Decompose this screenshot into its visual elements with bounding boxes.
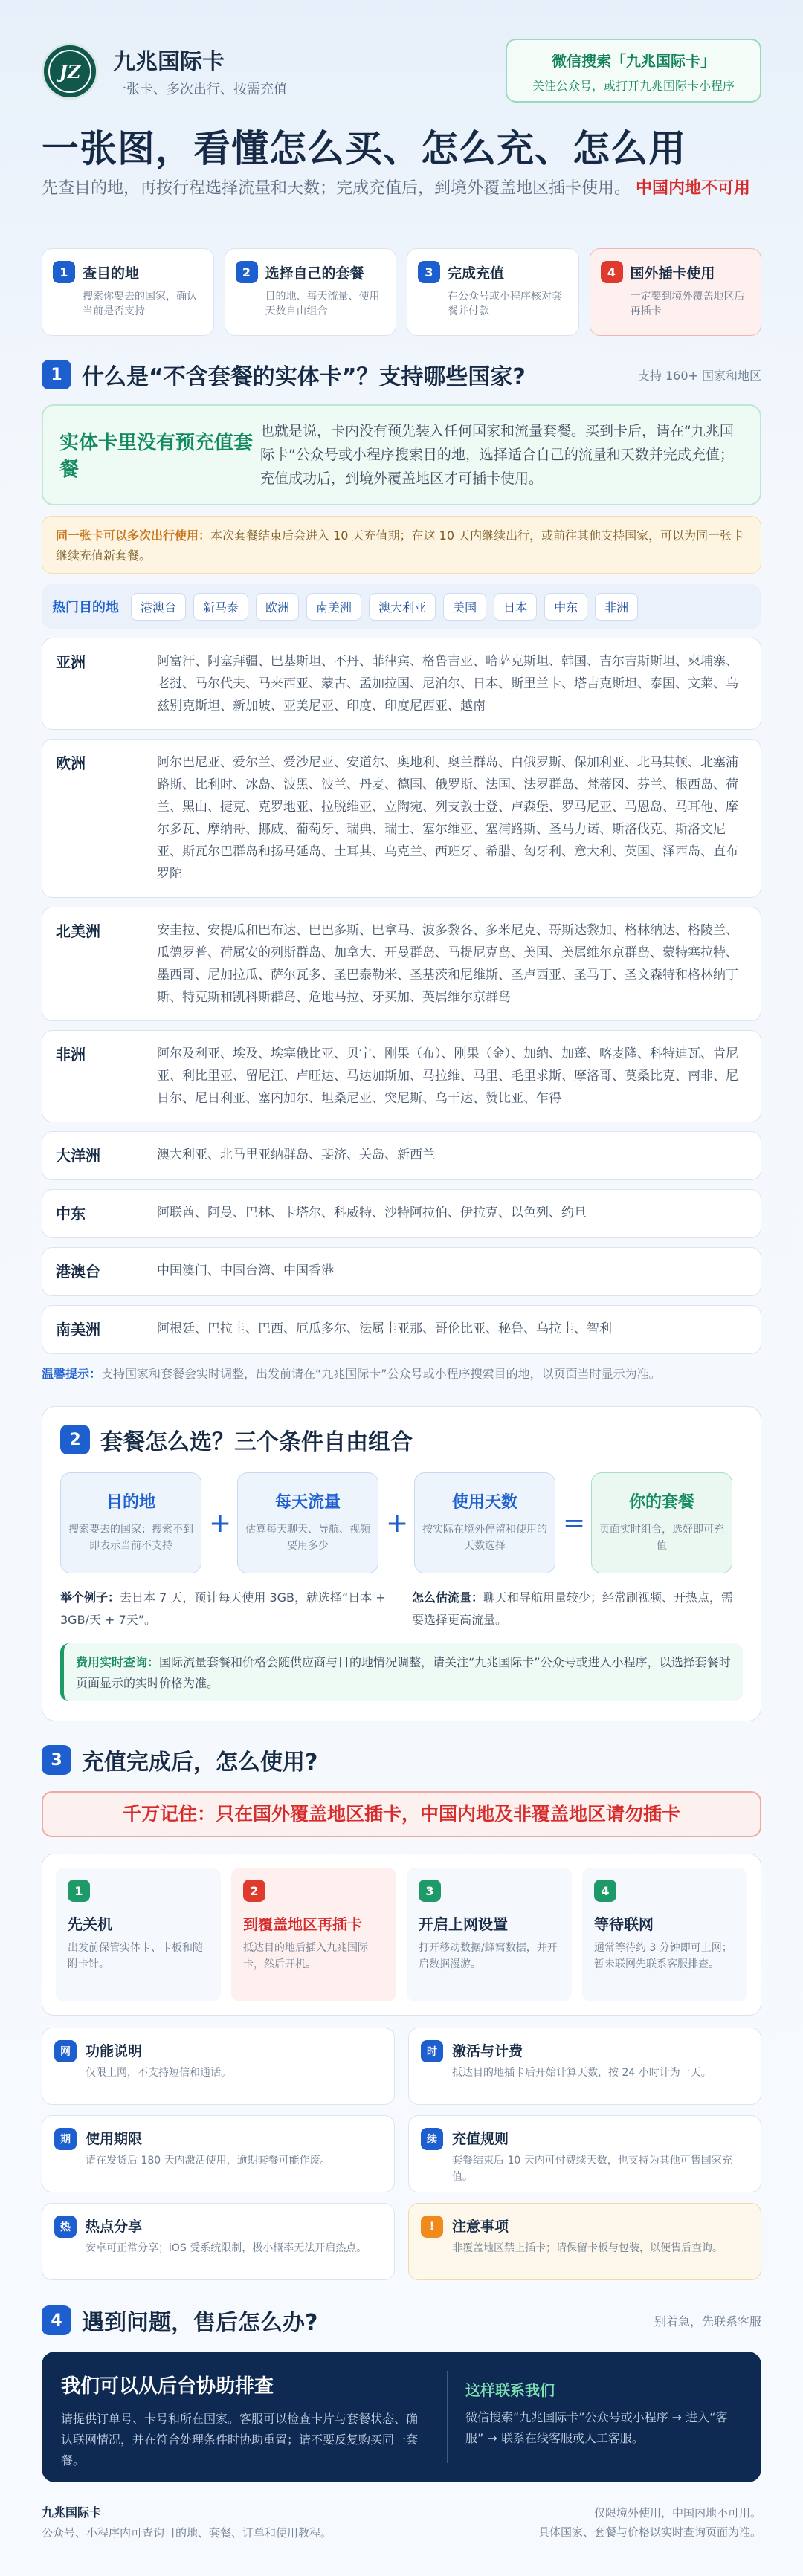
info-grid bbox=[42, 2028, 761, 2280]
usage-step-title: 等待联网 bbox=[594, 1915, 654, 1933]
info-card bbox=[408, 2028, 761, 2105]
usage-step-desc: 通常等待约 3 分钟即可上网；暂未联网先联系客服排查。 bbox=[594, 1942, 732, 1970]
region-name: 大洋洲 bbox=[56, 1147, 100, 1165]
usage-step-highlight bbox=[231, 1868, 396, 2001]
info-desc: 抵达目的地插卡后开始计算天数，按 24 小时计为一天。 bbox=[452, 2067, 712, 2079]
info-card bbox=[42, 2115, 395, 2192]
estimate-note bbox=[412, 1587, 743, 1631]
estimate-text: 聊天和导航用量较少；经常刷视频、开热点，需要选择更高流量。 bbox=[412, 1590, 734, 1627]
intro-title: 实体卡里没有预充值套餐 bbox=[59, 432, 254, 481]
region-countries: 阿富汗、阿塞拜疆、巴基斯坦、不丹、菲律宾、格鲁吉亚、哈萨克斯坦、韩国、吉尔吉斯斯坦、柬埔寨、老挝、马尔代夫、马来西亚、蒙古、孟加拉国、尼泊尔、日本、斯里兰卡、塔吉克斯坦、泰国、文莱、乌兹别克斯坦、新加坡、亚美尼亚、印度、印度尼西亚、越南 bbox=[157, 654, 738, 713]
wechat-search-title: 微信搜索「九兆国际卡」 bbox=[552, 52, 715, 70]
info-title: 激活与计费 bbox=[452, 2043, 523, 2059]
formula-box-daily-data bbox=[237, 1472, 378, 1573]
region-name: 亚洲 bbox=[56, 653, 86, 671]
overview-step bbox=[225, 248, 397, 336]
tip-label: 温馨提示： bbox=[42, 1367, 102, 1381]
plan-formula bbox=[60, 1472, 743, 1573]
section-side-note: 别着急，先联系客服 bbox=[654, 2314, 761, 2329]
destination-chip[interactable]: 南美洲 bbox=[306, 593, 361, 621]
destination-chip[interactable]: 欧洲 bbox=[256, 593, 299, 621]
insert-warning-banner: 千万记住：只在国外覆盖地区插卡，中国内地及非覆盖地区请勿插卡 bbox=[42, 1791, 761, 1837]
wechat-search-subtitle: 关注公众号，或打开九兆国际卡小程序 bbox=[532, 79, 735, 93]
price-text: 国际流量套餐和价格会随供应商与目的地情况调整，请关注“九兆国际卡”公众号或进入小程序，以选择套餐时页面显示的实时价格为准。 bbox=[76, 1655, 731, 1690]
step-number: 2 bbox=[236, 261, 258, 283]
step-title: 选择自己的套餐 bbox=[265, 265, 364, 282]
brand-logo bbox=[42, 43, 98, 100]
destination-chip[interactable]: 澳大利亚 bbox=[369, 593, 436, 621]
region-row bbox=[42, 1131, 761, 1180]
brand-name: 九兆国际卡 bbox=[113, 49, 225, 75]
section-title: 充值完成后，怎么使用? bbox=[82, 1750, 318, 1776]
overview-step bbox=[407, 248, 579, 336]
step-desc: 一定要到境外覆盖地区后再插卡 bbox=[630, 291, 745, 317]
wechat-search-box[interactable] bbox=[506, 39, 761, 103]
note-text: 本次套餐结束后会进入 10 天充值期；在这 10 天内继续出行，或前往其他支持国家，可以为同一张卡继续充值新套餐。 bbox=[56, 528, 744, 563]
footer bbox=[42, 2503, 761, 2542]
step-title: 查目的地 bbox=[83, 265, 140, 282]
step-number: 2 bbox=[243, 1880, 265, 1902]
overview-step bbox=[42, 248, 214, 336]
region-countries: 阿尔及利亚、埃及、埃塞俄比亚、贝宁、刚果（布）、刚果（金）、加纳、加蓬、喀麦隆、科特迪瓦、肯尼亚、利比里亚、留尼汪、卢旺达、马达加斯加、马拉维、马里、毛里求斯、摩洛哥、莫桑比克、南非、尼日尔、尼日利亚、塞内加尔、坦桑尼亚、突尼斯、乌干达、赞比亚、乍得 bbox=[157, 1046, 738, 1106]
usage-steps bbox=[42, 1854, 761, 2016]
info-icon: 热 bbox=[54, 2216, 77, 2238]
usage-step bbox=[56, 1868, 221, 2001]
price-label: 费用实时查询： bbox=[76, 1655, 160, 1669]
formula-box-days bbox=[414, 1472, 555, 1573]
formula-box-title: 目的地 bbox=[106, 1493, 155, 1512]
example-text: 去日本 7 天，预计每天使用 3GB，就选择“日本 + 3GB/天 + 7天”。 bbox=[60, 1590, 386, 1627]
contact-title: 这样联系我们 bbox=[465, 2381, 555, 2399]
destination-chip[interactable]: 日本 bbox=[494, 593, 537, 621]
destination-chip[interactable]: 非洲 bbox=[595, 593, 638, 621]
step-number: 3 bbox=[419, 1880, 441, 1902]
section-number: 4 bbox=[42, 2305, 71, 2335]
info-desc: 请在发货后 180 天内激活使用，逾期套餐可能作废。 bbox=[86, 2155, 331, 2166]
info-desc: 仅限上网，不支持短信和通话。 bbox=[86, 2067, 231, 2079]
section-support bbox=[42, 2304, 761, 2482]
page-title: 一张图，看懂怎么买、怎么充、怎么用 bbox=[42, 127, 686, 170]
logo-mark: JZ bbox=[48, 50, 91, 93]
info-icon: 期 bbox=[54, 2128, 77, 2150]
support-title: 我们可以从后台协助排查 bbox=[61, 2375, 274, 2398]
support-desc: 请提供订单号、卡号和所在国家。客服可以检查卡片与套餐状态、确认联网情况，并在符合处理条件时协助重置；请不要反复购买同一套餐。 bbox=[61, 2412, 419, 2467]
region-countries: 安圭拉、安提瓜和巴布达、巴巴多斯、巴拿马、波多黎各、多米尼克、哥斯达黎加、格林纳达、格陵兰、瓜德罗普、荷属安的列斯群岛、加拿大、开曼群岛、马提尼克岛、美国、美属维尔京群岛、蒙特塞拉特、墨西哥、尼加拉瓜、萨尔瓦多、圣巴泰勒米、圣基茨和尼维斯、圣卢西亚、圣马丁、圣文森特和格林纳丁斯、特克斯和凯科斯群岛、危地马拉、牙买加、英属维尔京群岛 bbox=[157, 923, 738, 1005]
header bbox=[42, 37, 761, 97]
usage-step bbox=[582, 1868, 747, 2001]
region-name: 南美洲 bbox=[56, 1321, 100, 1339]
info-title: 充值规则 bbox=[452, 2131, 509, 2147]
tip-text: 支持国家和套餐会实时调整，出发前请在“九兆国际卡”公众号或小程序搜索目的地，以页面当时显示为准。 bbox=[101, 1367, 661, 1381]
formula-box-title: 每天流量 bbox=[274, 1493, 341, 1512]
warning-icon: ! bbox=[421, 2216, 443, 2238]
usage-step-desc: 打开移动数据/蜂窝数据，并开启数据漫游。 bbox=[419, 1942, 558, 1970]
section-title: 什么是“不含套餐的实体卡”？支持哪些国家? bbox=[82, 364, 526, 390]
formula-box-desc: 估算每天聊天、导航、视频要用多少 bbox=[245, 1524, 370, 1552]
example-label: 举个例子： bbox=[60, 1590, 120, 1605]
step-desc: 在公众号或小程序核对套餐并付款 bbox=[448, 291, 562, 317]
section-number: 2 bbox=[60, 1425, 90, 1454]
destination-chip[interactable]: 港澳台 bbox=[131, 593, 186, 621]
overview-step-highlight bbox=[590, 248, 762, 336]
footer-note-1: 仅限境外使用，中国内地不可用。 bbox=[593, 2506, 761, 2520]
footer-desc: 公众号、小程序内可查询目的地、套餐、订单和使用教程。 bbox=[42, 2526, 332, 2540]
info-desc: 非覆盖地区禁止插卡；请保留卡板与包装，以便售后查询。 bbox=[452, 2242, 723, 2254]
info-title: 功能说明 bbox=[86, 2043, 143, 2059]
info-card-warning bbox=[408, 2203, 761, 2280]
equals-icon: = bbox=[563, 1507, 586, 1538]
region-row bbox=[42, 739, 761, 898]
section-countries bbox=[42, 358, 761, 1382]
step-title: 完成充值 bbox=[448, 265, 505, 282]
info-card bbox=[408, 2115, 761, 2192]
section-plans bbox=[42, 1406, 761, 1721]
region-name: 港澳台 bbox=[56, 1263, 100, 1281]
region-row bbox=[42, 1305, 761, 1354]
destination-chip[interactable]: 中东 bbox=[544, 593, 587, 621]
region-countries: 中国澳门、中国台湾、中国香港 bbox=[157, 1263, 334, 1278]
estimate-label: 怎么估流量： bbox=[412, 1590, 484, 1605]
formula-box-result bbox=[591, 1472, 732, 1573]
tip-note bbox=[42, 1365, 761, 1382]
section-number: 1 bbox=[42, 360, 71, 389]
info-desc: 套餐结束后 10 天内可付费续天数，也支持为其他可售国家充值。 bbox=[452, 2155, 732, 2183]
intro-desc: 也就是说，卡内没有预先装入任何国家和流量套餐。买到卡后，请在“九兆国际卡”公众号或小程序搜索目的地，选择适合自己的流量和天数并完成充值；充值成功后，到境外覆盖地区才可插卡使用。 bbox=[260, 423, 734, 487]
region-row bbox=[42, 907, 761, 1021]
info-title: 注意事项 bbox=[452, 2219, 509, 2235]
brand-slogan: 一张卡、多次出行、按需充值 bbox=[113, 82, 287, 97]
usage-step-title: 到覆盖地区再插卡 bbox=[243, 1915, 362, 1933]
region-row bbox=[42, 1030, 761, 1122]
section-number: 3 bbox=[42, 1745, 71, 1775]
step-desc: 搜索你要去的国家，确认当前是否支持 bbox=[83, 291, 197, 317]
formula-box-desc: 搜索要去的国家；搜索不到即表示当前不支持 bbox=[68, 1524, 193, 1552]
info-desc: 安卓可正常分享；iOS 受系统限制，极小概率无法开启热点。 bbox=[86, 2242, 367, 2254]
section-title: 套餐怎么选？三个条件自由组合 bbox=[100, 1429, 413, 1455]
step-number: 3 bbox=[418, 261, 440, 283]
step-title: 国外插卡使用 bbox=[630, 265, 715, 282]
info-title: 使用期限 bbox=[86, 2131, 143, 2147]
step-desc: 目的地、每天流量、使用天数自由组合 bbox=[265, 291, 380, 317]
region-countries: 阿根廷、巴拉圭、巴西、厄瓜多尔、法属圭亚那、哥伦比亚、秘鲁、乌拉圭、智利 bbox=[157, 1321, 612, 1336]
section-usage bbox=[42, 1744, 761, 2280]
formula-box-desc: 页面实时组合，选好即可充值 bbox=[599, 1524, 724, 1552]
region-countries: 阿联酋、阿曼、巴林、卡塔尔、科威特、沙特阿拉伯、伊拉克、以色列、约旦 bbox=[157, 1206, 587, 1220]
plus-icon: + bbox=[209, 1507, 232, 1538]
usage-step-desc: 抵达目的地后插入九兆国际卡，然后开机。 bbox=[243, 1942, 368, 1970]
lead-main: 先查目的地，再按行程选择流量和天数；完成充值后，到境外覆盖地区插卡使用。 bbox=[42, 179, 631, 198]
info-icon: 网 bbox=[54, 2040, 77, 2062]
region-row bbox=[42, 638, 761, 730]
section-side-note: 支持 160+ 国家和地区 bbox=[637, 368, 761, 383]
destination-chip[interactable]: 美国 bbox=[443, 593, 486, 621]
note-label: 同一张卡可以多次出行使用： bbox=[56, 528, 211, 543]
plus-icon: + bbox=[386, 1507, 409, 1538]
step-number: 4 bbox=[594, 1880, 616, 1902]
price-note bbox=[60, 1643, 743, 1701]
step-number: 1 bbox=[53, 261, 75, 283]
overview-steps bbox=[42, 248, 761, 336]
region-countries: 澳大利亚、北马里亚纳群岛、斐济、关岛、新西兰 bbox=[157, 1148, 435, 1162]
region-name: 欧洲 bbox=[56, 754, 86, 772]
region-name: 中东 bbox=[56, 1205, 86, 1223]
hot-label: 热门目的地 bbox=[52, 600, 119, 615]
info-card bbox=[42, 2028, 395, 2105]
multi-trip-note bbox=[42, 516, 761, 574]
support-card bbox=[42, 2352, 761, 2482]
step-number: 4 bbox=[601, 261, 623, 283]
usage-step bbox=[407, 1868, 572, 2001]
contact-block[interactable] bbox=[448, 2371, 742, 2463]
formula-box-title: 使用天数 bbox=[451, 1493, 517, 1512]
step-number: 1 bbox=[68, 1880, 90, 1902]
info-icon: 续 bbox=[421, 2128, 443, 2150]
info-card bbox=[42, 2203, 395, 2280]
info-icon: 时 bbox=[421, 2040, 443, 2062]
region-countries: 阿尔巴尼亚、爱尔兰、爱沙尼亚、安道尔、奥地利、奥兰群岛、白俄罗斯、保加利亚、北马其顿、北塞浦路斯、比利时、冰岛、波黑、波兰、丹麦、德国、俄罗斯、法国、法罗群岛、梵蒂冈、芬兰、根西岛、荷兰、黑山、捷克、克罗地亚、拉脱维亚、立陶宛、列支敦士登、卢森堡、罗马尼亚、马恩岛、马耳他、摩尔多瓦、摩纳哥、挪威、葡萄牙、瑞典、瑞士、塞尔维亚、塞浦路斯、圣马力诺、斯洛伐克、斯洛文尼亚、斯瓦尔巴群岛和扬马延岛、土耳其、乌克兰、西班牙、希腊、匈牙利、意大利、英国、泽西岛、直布罗陀 bbox=[157, 755, 738, 881]
region-row bbox=[42, 1189, 761, 1238]
destination-chip[interactable]: 新马泰 bbox=[193, 593, 248, 621]
region-row bbox=[42, 1247, 761, 1296]
hot-destinations bbox=[42, 584, 761, 629]
section-title: 遇到问题，售后怎么办? bbox=[82, 2310, 318, 2336]
region-name: 北美洲 bbox=[56, 922, 100, 940]
example-note bbox=[60, 1587, 391, 1631]
intro-card bbox=[42, 404, 761, 505]
contact-desc: 微信搜索“九兆国际卡”公众号或小程序 → 进入“客服” → 联系在线客服或人工客服。 bbox=[465, 2410, 728, 2445]
usage-step-title: 开启上网设置 bbox=[419, 1915, 508, 1933]
region-name: 非洲 bbox=[56, 1046, 86, 1064]
formula-box-desc: 按实际在境外停留和使用的天数选择 bbox=[422, 1524, 547, 1552]
footer-brand: 九兆国际卡 bbox=[42, 2505, 102, 2520]
example-row bbox=[60, 1587, 743, 1631]
info-title: 热点分享 bbox=[86, 2219, 143, 2235]
formula-box-destination bbox=[60, 1472, 201, 1573]
usage-step-title: 先关机 bbox=[68, 1915, 112, 1933]
usage-step-desc: 出发前保管实体卡、卡板和随附卡针。 bbox=[68, 1942, 203, 1970]
formula-box-title: 你的套餐 bbox=[628, 1493, 694, 1512]
lead-text bbox=[42, 175, 770, 202]
lead-warning: 中国内地不可用 bbox=[636, 179, 751, 198]
footer-note-2: 具体国家、套餐与价格以实时查询页面为准。 bbox=[538, 2525, 761, 2539]
